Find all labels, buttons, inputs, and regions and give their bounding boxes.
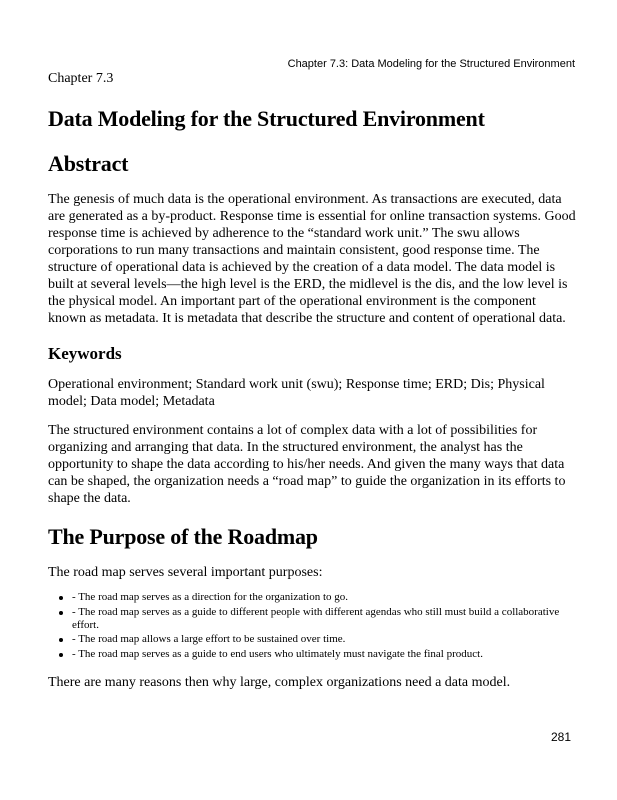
page-number: 281: [550, 730, 571, 744]
list-item: - The road map serves as a direction for the organization to go.: [72, 591, 576, 604]
page-title: Data Modeling for the Structured Environment: [48, 106, 485, 131]
page-content: [48, 70, 576, 691]
keywords-paragraph: Operational environment; Standard work unit (swu); Response time; ERD; Dis; Physical model; Data model; Metadata: [48, 377, 545, 409]
purpose-list: [48, 591, 576, 661]
abstract-paragraph: The genesis of much data is the operational environment. As transactions are executed, data are generated as a by-product. Response time is essential for online transaction systems. Good response time is achieved by adherence to the “standard work unit.” The swu allows corporations to run many transactions and maintain consistent, good response time. The structure of operational data is achieved by the creation of a data model. The data model is built at several levels—the high level is the ERD, the midlevel is the dis, and the low level is the physical model. An important part of the operational environment is the component known as metadata. It is metadata that describe the structure and content of operational data.: [48, 192, 576, 326]
roadmap-intro: The road map serves several important purposes:: [48, 565, 323, 580]
closing-paragraph: There are many reasons then why large, complex organizations need a data model.: [48, 674, 511, 690]
roadmap-heading: The Purpose of the Roadmap: [48, 524, 318, 549]
running-head: Chapter 7.3: Data Modeling for the Structured Environment: [287, 58, 575, 70]
list-item: - The road map serves as a guide to different people with different agendas who still must build a collaborative effort.: [72, 606, 576, 632]
structured-environment-paragraph: The structured environment contains a lot of complex data with a lot of possibilities for organizing and arranging that data. In the structured environment, the analyst has the opportunity to shape the data according to his/her needs. And given the many ways that data can be shaped, the organization needs a “road map” to guide the organization in its efforts to shape the data.: [48, 423, 566, 506]
abstract-heading: Abstract: [48, 151, 129, 176]
list-item: - The road map allows a large effort to be sustained over time.: [72, 633, 576, 646]
keywords-heading: Keywords: [48, 344, 122, 363]
chapter-label: Chapter 7.3: [48, 71, 114, 86]
list-item: - The road map serves as a guide to end users who ultimately must navigate the final product.: [72, 648, 576, 661]
